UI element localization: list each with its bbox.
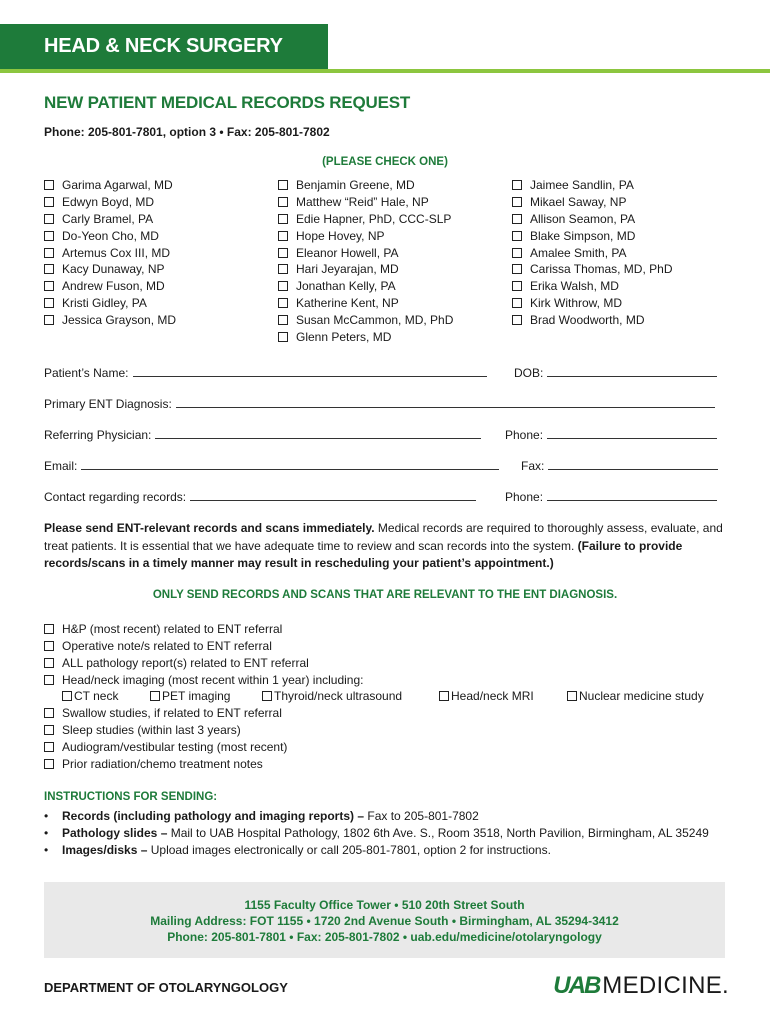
checkbox[interactable] (512, 281, 522, 291)
phone2-label: Phone: (505, 490, 544, 504)
diagnosis-label: Primary ENT Diagnosis: (44, 397, 172, 411)
provider-option[interactable] (278, 194, 453, 211)
record-option-label: Head/neck imaging (most recent within 1 year) including: (62, 672, 364, 687)
contact-records-field[interactable] (44, 490, 476, 504)
diagnosis-line[interactable] (176, 398, 715, 408)
fax-line[interactable] (548, 460, 718, 470)
checkbox[interactable] (44, 708, 54, 718)
fax-label: Fax: (521, 459, 545, 473)
provider-column-3 (512, 177, 672, 328)
checkbox[interactable] (44, 180, 54, 190)
dob-line[interactable] (547, 367, 717, 377)
check-one-instruction: (PLEASE CHECK ONE) (322, 156, 448, 168)
provider-option-label: Garima Agarwal, MD (62, 178, 173, 193)
records-paragraph (44, 520, 734, 573)
fax-field[interactable] (521, 459, 718, 473)
provider-option-label: Carly Bramel, PA (62, 211, 154, 226)
phone2-field[interactable] (505, 490, 717, 504)
patient-name-field[interactable] (44, 366, 487, 380)
instruction-text: Fax to 205-801-7802 (364, 808, 479, 823)
record-option-label: Audiogram/vestibular testing (most recent) (62, 739, 288, 754)
checkbox[interactable] (439, 691, 449, 701)
provider-option-label: Jessica Grayson, MD (62, 312, 177, 327)
checkbox[interactable] (44, 759, 54, 769)
bullet-icon: • (44, 825, 49, 840)
checkbox[interactable] (44, 214, 54, 224)
dob-label: DOB: (514, 366, 544, 380)
provider-option-label: Kirk Withrow, MD (530, 295, 623, 310)
checkbox[interactable] (44, 248, 54, 258)
provider-option[interactable] (44, 244, 176, 261)
record-option-label: Sleep studies (within last 3 years) (62, 723, 241, 738)
uab-medicine-logo (553, 972, 729, 1000)
provider-option[interactable] (278, 227, 453, 244)
checkbox[interactable] (278, 332, 288, 342)
footer-address-line: 1155 Faculty Office Tower • 510 20th Street South (244, 898, 525, 912)
checkbox[interactable] (44, 298, 54, 308)
paragraph-bold-warning: (Failure to provide records/scans in a timely manner may result in rescheduling your patient’s appointment.) (44, 538, 683, 570)
provider-option[interactable] (44, 295, 176, 312)
instruction-item (44, 841, 709, 858)
provider-option-label: Mikael Saway, NP (530, 195, 627, 210)
record-option[interactable] (44, 621, 363, 638)
provider-option-label: Edie Hapner, PhD, CCC-SLP (296, 211, 452, 226)
record-option[interactable] (44, 739, 287, 756)
provider-option-label: Kristi Gidley, PA (62, 295, 147, 310)
checkbox[interactable] (44, 658, 54, 668)
imaging-option[interactable] (62, 689, 118, 703)
email-line[interactable] (81, 460, 499, 470)
email-label: Email: (44, 459, 78, 473)
provider-option-label: Katherine Kent, NP (296, 295, 399, 310)
instruction-item (44, 807, 709, 824)
provider-option[interactable] (512, 177, 672, 194)
imaging-option-label: PET imaging (162, 689, 231, 703)
provider-option[interactable] (512, 194, 672, 211)
phone2-line[interactable] (547, 491, 717, 501)
checkbox[interactable] (44, 742, 54, 752)
checkbox[interactable] (512, 315, 522, 325)
checkbox[interactable] (44, 641, 54, 651)
checkbox[interactable] (62, 691, 72, 701)
instruction-text: Mail to UAB Hospital Pathology, 1802 6th Ave. S., Room 3518, North Pavilion, Birmingham, AL 35249 (167, 825, 709, 840)
checkbox[interactable] (567, 691, 577, 701)
provider-option-label: Blake Simpson, MD (530, 228, 636, 243)
instruction-lead: Records (including pathology and imaging reports) – (62, 808, 365, 823)
dob-field[interactable] (514, 366, 717, 380)
provider-option-label: Erika Walsh, MD (530, 279, 619, 294)
provider-option-label: Matthew “Reid” Hale, NP (296, 195, 429, 210)
provider-option[interactable] (44, 211, 176, 228)
records-checklist-continued (44, 705, 287, 772)
record-option[interactable] (44, 705, 287, 722)
provider-option-label: Hope Hovey, NP (296, 228, 385, 243)
checkbox[interactable] (44, 264, 54, 274)
medicine-wordmark: MEDICINE. (602, 972, 729, 999)
checkbox[interactable] (44, 624, 54, 634)
record-option-label: Prior radiation/chemo treatment notes (62, 756, 263, 771)
provider-option[interactable] (512, 278, 672, 295)
checkbox[interactable] (278, 214, 288, 224)
imaging-option[interactable] (150, 689, 230, 703)
imaging-option[interactable] (439, 689, 534, 703)
patient-name-line[interactable] (133, 367, 487, 377)
checkbox[interactable] (44, 725, 54, 735)
phone-line[interactable] (547, 429, 717, 439)
provider-option[interactable] (512, 227, 672, 244)
checkbox[interactable] (278, 298, 288, 308)
department-name: DEPARTMENT OF OTOLARYNGOLOGY (44, 980, 288, 995)
provider-option[interactable] (278, 311, 453, 328)
contact-line: Phone: 205-801-7801, option 3 • Fax: 205-801-7802 (44, 125, 330, 139)
provider-option[interactable] (278, 261, 453, 278)
checkbox[interactable] (278, 248, 288, 258)
provider-option-label: Carissa Thomas, MD, PhD (530, 262, 673, 277)
instruction-item (44, 824, 709, 841)
provider-option[interactable] (512, 311, 672, 328)
email-field[interactable] (44, 459, 499, 473)
provider-option-label: Allison Seamon, PA (530, 211, 636, 226)
provider-option-label: Kacy Dunaway, NP (62, 262, 165, 277)
referring-physician-field[interactable] (44, 428, 481, 442)
provider-option[interactable] (278, 244, 453, 261)
provider-option[interactable] (512, 211, 672, 228)
checkbox[interactable] (512, 248, 522, 258)
phone-field[interactable] (505, 428, 717, 442)
checkbox[interactable] (44, 675, 54, 685)
checkbox[interactable] (278, 281, 288, 291)
provider-option[interactable] (278, 278, 453, 295)
provider-option[interactable] (278, 328, 453, 345)
paragraph-bold-lead: Please send ENT-relevant records and scans immediately. (44, 521, 375, 535)
record-option-label: H&P (most recent) related to ENT referral (62, 622, 283, 637)
record-option[interactable] (44, 671, 363, 688)
checkbox[interactable] (278, 180, 288, 190)
contact-records-label: Contact regarding records: (44, 490, 187, 504)
checkbox[interactable] (262, 691, 272, 701)
record-option[interactable] (44, 755, 287, 772)
footer-contact-line: Phone: 205-801-7801 • Fax: 205-801-7802 • uab.edu/medicine/otolaryngology (167, 930, 602, 944)
provider-option[interactable] (278, 295, 453, 312)
checkbox[interactable] (44, 197, 54, 207)
checkbox[interactable] (512, 298, 522, 308)
provider-option[interactable] (44, 227, 176, 244)
imaging-option[interactable] (262, 689, 402, 703)
provider-option[interactable] (44, 278, 176, 295)
checkbox[interactable] (278, 231, 288, 241)
checkbox[interactable] (512, 197, 522, 207)
records-checklist (44, 621, 363, 688)
bullet-icon: • (44, 808, 49, 823)
checkbox[interactable] (278, 197, 288, 207)
checkbox[interactable] (278, 264, 288, 274)
imaging-option[interactable] (567, 689, 704, 703)
record-option[interactable] (44, 638, 363, 655)
imaging-option-label: Thyroid/neck ultrasound (274, 689, 403, 703)
imaging-option-label: Head/neck MRI (451, 689, 534, 703)
referring-physician-line[interactable] (155, 429, 481, 439)
only-send-notice: ONLY SEND RECORDS AND SCANS THAT ARE RELEVANT TO THE ENT DIAGNOSIS. (152, 589, 618, 601)
uab-logo-mark: UAB (553, 972, 600, 999)
provider-column-2 (278, 177, 453, 345)
record-option-label: ALL pathology report(s) related to ENT referral (62, 655, 309, 670)
document-title: NEW PATIENT MEDICAL RECORDS REQUEST (44, 93, 411, 112)
provider-option-label: Amalee Smith, PA (530, 245, 627, 260)
checkbox[interactable] (44, 315, 54, 325)
imaging-option-label: CT neck (74, 689, 119, 703)
bullet-icon: • (44, 842, 49, 857)
provider-option-label: Edwyn Boyd, MD (62, 195, 155, 210)
provider-option-label: Andrew Fuson, MD (62, 279, 165, 294)
record-option[interactable] (44, 722, 287, 739)
instructions-title: INSTRUCTIONS FOR SENDING: (44, 791, 218, 803)
provider-option[interactable] (44, 194, 176, 211)
contact-records-line[interactable] (190, 491, 476, 501)
provider-option[interactable] (278, 177, 453, 194)
checkbox[interactable] (512, 214, 522, 224)
referring-physician-label: Referring Physician: (44, 428, 152, 442)
checkbox[interactable] (278, 315, 288, 325)
paragraph-body: Medical records are required to thoroughly assess, evaluate, and treat patients. It is essential that we have adequate time to review and scan records into the system. (44, 521, 723, 553)
provider-option-label: Jaimee Sandlin, PA (530, 178, 634, 193)
provider-option[interactable] (44, 261, 176, 278)
provider-option-label: Jonathan Kelly, PA (296, 279, 396, 294)
checkbox[interactable] (150, 691, 160, 701)
provider-option[interactable] (278, 211, 453, 228)
instruction-text: Upload images electronically or call 205-801-7801, option 2 for instructions. (147, 842, 551, 857)
provider-option-label: Do-Yeon Cho, MD (62, 228, 159, 243)
provider-option-label: Glenn Peters, MD (296, 329, 392, 344)
checkbox[interactable] (512, 264, 522, 274)
provider-option-label: Benjamin Greene, MD (296, 178, 415, 193)
instruction-lead: Images/disks – (62, 842, 148, 857)
checkbox[interactable] (512, 180, 522, 190)
checkbox[interactable] (44, 231, 54, 241)
phone-label: Phone: (505, 428, 544, 442)
instructions-list (44, 807, 709, 858)
provider-option-label: Artemus Cox III, MD (62, 245, 171, 260)
record-option-label: Swallow studies, if related to ENT referral (62, 706, 282, 721)
checkbox[interactable] (44, 281, 54, 291)
provider-option[interactable] (44, 177, 176, 194)
record-option-label: Operative note/s related to ENT referral (62, 639, 272, 654)
footer-mailing-line: Mailing Address: FOT 1155 • 1720 2nd Avenue South • Birmingham, AL 35294-3412 (150, 914, 619, 928)
imaging-option-label: Nuclear medicine study (579, 689, 704, 703)
checkbox[interactable] (512, 231, 522, 241)
provider-option-label: Eleanor Howell, PA (296, 245, 399, 260)
header-rule (0, 69, 770, 73)
instruction-lead: Pathology slides – (62, 825, 168, 840)
provider-option-label: Brad Woodworth, MD (530, 312, 645, 327)
diagnosis-field[interactable] (44, 397, 715, 411)
header-title: HEAD & NECK SURGERY (44, 35, 283, 57)
record-option[interactable] (44, 655, 363, 672)
provider-option-label: Hari Jeyarajan, MD (296, 262, 399, 277)
provider-option[interactable] (512, 244, 672, 261)
provider-option-label: Susan McCammon, MD, PhD (296, 312, 454, 327)
provider-column-1 (44, 177, 176, 328)
patient-name-label: Patient’s Name: (44, 366, 129, 380)
provider-option[interactable] (44, 311, 176, 328)
provider-option[interactable] (512, 295, 672, 312)
provider-option[interactable] (512, 261, 672, 278)
